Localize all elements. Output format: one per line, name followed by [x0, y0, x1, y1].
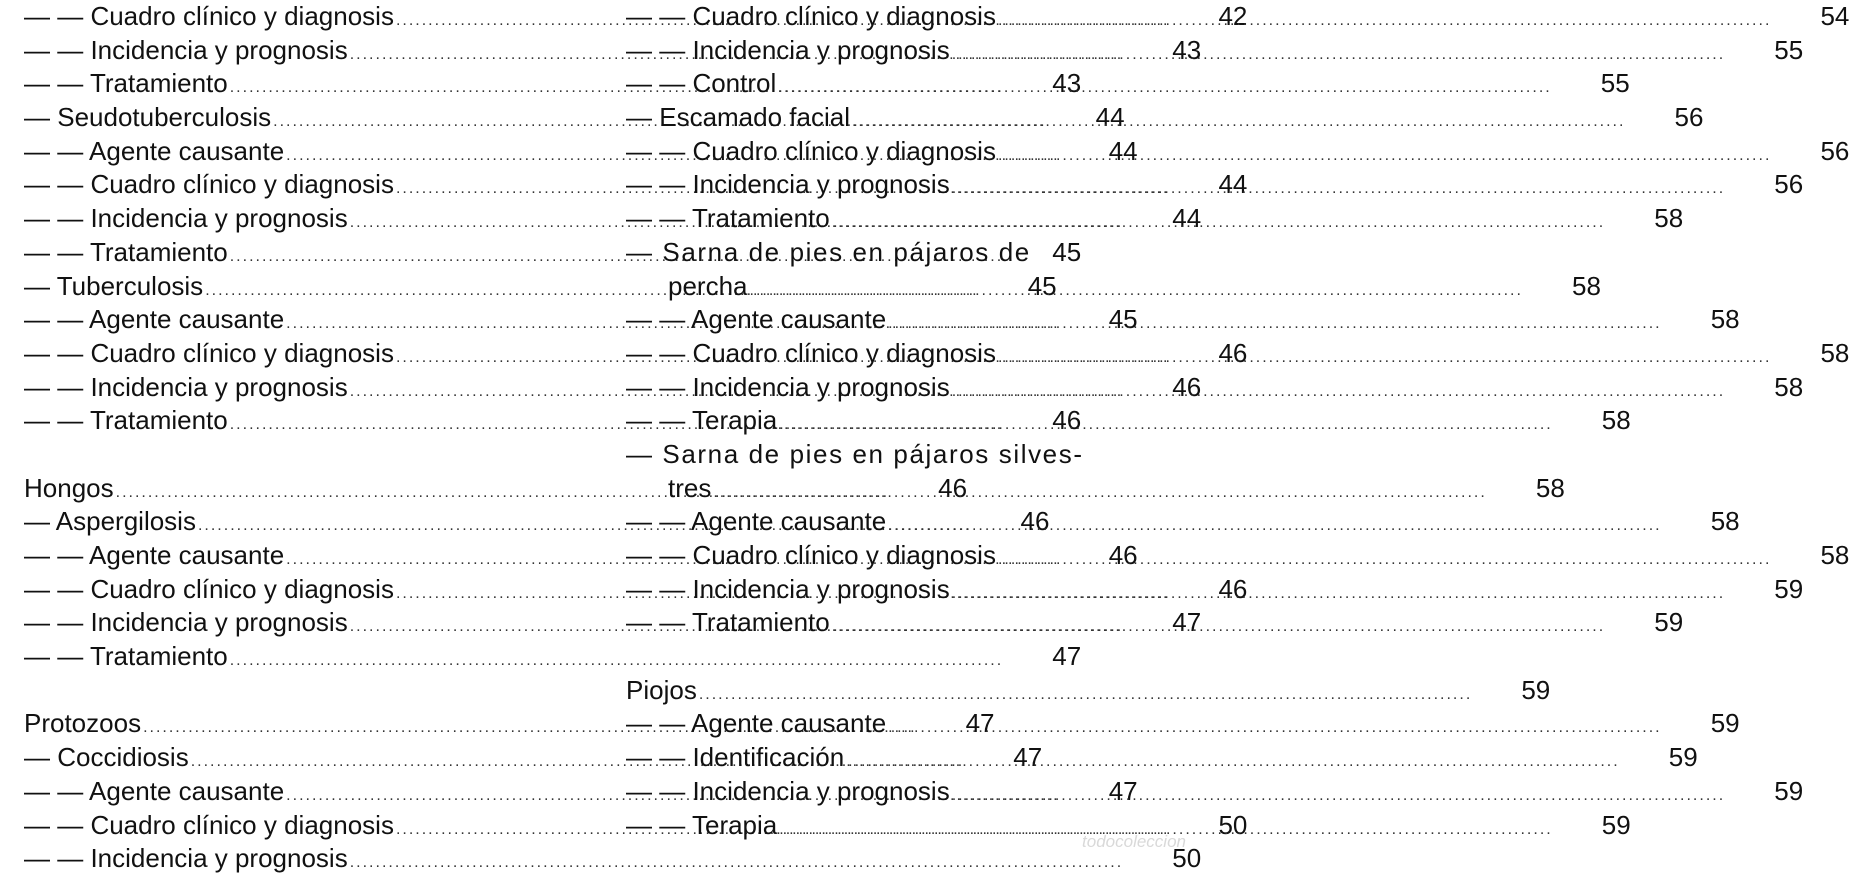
dot-leader [998, 341, 1771, 375]
toc-entry [24, 371, 1202, 405]
toc-entry-label: — — Terapia [626, 809, 778, 840]
watermark: todocoleccion [1082, 832, 1186, 851]
toc-entry-page-number: 45 [1108, 304, 1138, 335]
dot-leader [832, 610, 1605, 644]
toc-entry-label: — — Agente causante [24, 540, 285, 570]
toc-entry-page-number: 58 [1710, 304, 1740, 335]
toc-entry [626, 34, 1804, 68]
toc-entry-label: — — Agente causante [626, 304, 887, 335]
toc-entry [626, 741, 1698, 775]
toc-entry-label: — — Incidencia y prognosis [626, 169, 950, 200]
toc-entry-label: — — Incidencia y prognosis [626, 573, 950, 604]
toc-entry-label: — — Cuadro clínico y diagnosis [24, 573, 394, 604]
toc-entry-label: — — Tratamiento [24, 68, 228, 99]
toc-entry [24, 640, 1082, 674]
toc-entry-label: — — Agente causante [626, 506, 887, 537]
toc-entry-label: — Escamado facial [626, 102, 850, 133]
toc-entry [626, 606, 1684, 640]
toc-entry-page-number: 50 [1218, 809, 1248, 840]
toc-entry-page-number: 43 [1172, 34, 1202, 65]
toc-entry-label: — — Terapia [626, 405, 778, 436]
toc-entry-label: — — Incidencia y prognosis [24, 607, 348, 638]
toc-entry [626, 775, 1804, 809]
toc-entry-label: — — Incidencia y prognosis [24, 371, 348, 402]
toc-entry-label: — — Cuadro clínico y diagnosis [626, 337, 996, 368]
toc-entry [626, 101, 1704, 135]
toc-entry-page-number: 47 [1013, 742, 1043, 773]
toc-entry-label: — Aspergilosis [24, 506, 196, 537]
toc-entry-label: — — Incidencia y prognosis [626, 34, 950, 65]
toc-entry-page-number: 55 [1600, 68, 1630, 99]
toc-entry [24, 34, 1202, 68]
dot-leader [750, 274, 1523, 308]
toc-entry-page-number: 56 [1674, 102, 1704, 133]
toc-entry [24, 0, 1248, 34]
toc-entry-label: — — Control [626, 68, 777, 99]
toc-entry-label: — — Incidencia y prognosis [24, 34, 348, 65]
dot-leader [778, 71, 1551, 105]
toc-entry [626, 202, 1684, 236]
dot-leader [888, 307, 1661, 341]
toc-entry-label: — — Cuadro clínico y diagnosis [24, 169, 394, 200]
toc-entry-label: — — Cuadro clínico y diagnosis [626, 1, 996, 31]
toc-entry-label: Hongos [24, 472, 114, 503]
toc-entry [626, 438, 1192, 472]
dot-leader [846, 745, 1619, 779]
toc-entry-label: — — Tratamiento [24, 405, 228, 436]
toc-entry-page-number: 43 [1052, 68, 1082, 99]
toc-entry-label: — — Agente causante [24, 775, 285, 806]
toc-entry [626, 707, 1740, 741]
toc-entry-label: — Seudotuberculosis [24, 102, 272, 133]
toc-entry [626, 539, 1849, 573]
toc-entry-page-number: 54 [1820, 1, 1849, 31]
toc-entry-page-number: 58 [1820, 540, 1849, 570]
dot-leader [713, 476, 1486, 510]
toc-entry-page-number: 47 [965, 708, 995, 739]
toc-entry-page-number: 59 [1654, 607, 1684, 638]
toc-entry-label: — Tuberculosis [24, 270, 204, 301]
toc-entry-label: — — Incidencia y prognosis [626, 775, 950, 806]
toc-entry [626, 505, 1740, 539]
toc-entry-page-number: 59 [1710, 708, 1740, 739]
toc-entry-label: — — Tratamiento [24, 641, 228, 672]
toc-entry-page-number: 59 [1601, 809, 1631, 840]
toc-entry-page-number: 58 [1572, 270, 1601, 301]
toc-entry-page-number: 44 [1172, 203, 1202, 234]
toc-entry-page-number: 47 [1052, 641, 1082, 672]
toc-entry [24, 337, 1248, 371]
dot-leader [350, 846, 1123, 880]
toc-entry-page-number: 59 [1521, 674, 1551, 705]
toc-entry [626, 674, 1551, 708]
toc-entry-label: — Sarna de pies en pájaros silves- [626, 438, 1084, 469]
toc-entry-label: — — Cuadro clínico y diagnosis [24, 809, 394, 840]
toc-entry [626, 236, 1192, 270]
toc-entry [626, 67, 1630, 101]
toc-entry-page-number: 46 [1218, 573, 1248, 604]
toc-entry-page-number: 59 [1774, 775, 1804, 806]
dot-leader [952, 779, 1725, 813]
dot-leader [888, 509, 1661, 543]
dot-leader [952, 38, 1725, 72]
toc-entry-page-number: 46 [938, 472, 968, 503]
toc-entry-page-number: 59 [1668, 742, 1698, 773]
toc-entry [626, 303, 1740, 337]
toc-entry-label: tres [668, 472, 712, 503]
toc-entry-page-number: 46 [1020, 506, 1050, 537]
dot-leader [952, 172, 1725, 206]
toc-entry-page-number: 56 [1820, 135, 1849, 166]
toc-entry-page-number: 44 [1108, 135, 1138, 166]
toc-entry-label: Protozoos [24, 708, 142, 739]
toc-entry-label: — — Tratamiento [24, 236, 228, 267]
toc-entry-page-number: 46 [1108, 540, 1138, 570]
toc-entry-label: — — Cuadro clínico y diagnosis [24, 337, 394, 368]
toc-entry-page-number: 58 [1535, 472, 1565, 503]
dot-leader [852, 105, 1625, 139]
toc-entry [24, 303, 1138, 337]
toc-entry-page-number: 45 [1052, 236, 1082, 267]
toc-entry-label: — — Cuadro clínico y diagnosis [626, 135, 996, 166]
toc-entry-page-number: 42 [1218, 1, 1248, 31]
toc-entry-page-number: 58 [1601, 405, 1631, 436]
toc-entry-page-number: 58 [1710, 506, 1740, 537]
section-gap [24, 438, 584, 472]
dot-leader [998, 139, 1771, 173]
toc-entry [24, 842, 1202, 876]
toc-entry-page-number: 46 [1052, 405, 1082, 436]
toc-entry-page-number: 59 [1774, 573, 1804, 604]
toc-entry-page-number: 50 [1172, 843, 1202, 874]
toc-entry-label: — — Incidencia y prognosis [24, 203, 348, 234]
toc-entry-page-number: 56 [1774, 169, 1804, 200]
dot-leader [952, 577, 1725, 611]
dot-leader [998, 4, 1771, 38]
toc-entry-page-number: 44 [1095, 102, 1125, 133]
toc-entry-label: Piojos [626, 674, 697, 705]
toc-entry-label: — — Agente causante [626, 708, 887, 739]
dot-leader [952, 375, 1725, 409]
dot-leader [888, 711, 1661, 745]
dot-leader [699, 678, 1472, 712]
toc-entry-label: — Coccidiosis [24, 742, 189, 773]
toc-entry-page-number: 46 [1218, 337, 1248, 368]
toc-entry [626, 404, 1631, 438]
toc-entry-label: — — Agente causante [24, 304, 285, 335]
toc-entry [626, 135, 1849, 169]
toc-entry-label: — — Tratamiento [626, 203, 830, 234]
toc-entry-page-number: 55 [1774, 34, 1804, 65]
dot-leader [779, 408, 1552, 442]
toc-entry-label: — — Incidencia y prognosis [24, 843, 348, 874]
toc-entry-label: — — Incidencia y prognosis [626, 371, 950, 402]
toc-entry-label: — — Identificación [626, 742, 845, 773]
toc-entry-page-number: 47 [1108, 775, 1138, 806]
toc-entry-page-number: 47 [1172, 607, 1202, 638]
dot-leader [998, 543, 1771, 577]
toc-entry-label: — — Cuadro clínico y diagnosis [24, 1, 394, 31]
section-gap [626, 640, 1192, 674]
toc-entry-label: — — Agente causante [24, 135, 285, 166]
toc-entry-page-number: 58 [1774, 371, 1804, 402]
toc-entry-page-number: 46 [1172, 371, 1202, 402]
toc-entry-label: — — Tratamiento [626, 607, 830, 638]
toc-entry-page-number: 44 [1218, 169, 1248, 200]
toc-entry-label: percha [668, 270, 748, 301]
toc-entry-label: — — Cuadro clínico y diagnosis [626, 540, 996, 570]
toc-entry [626, 270, 1601, 304]
toc-entry-page-number: 58 [1820, 337, 1849, 368]
toc-entry-page-number: 45 [1027, 270, 1057, 301]
toc-entry-label: — Sarna de pies en pájaros de [626, 236, 1031, 267]
toc-entry [626, 371, 1804, 405]
dot-leader [832, 206, 1605, 240]
toc-entry-page-number: 58 [1654, 203, 1684, 234]
section-gap [24, 674, 584, 708]
toc-entry [626, 472, 1565, 506]
